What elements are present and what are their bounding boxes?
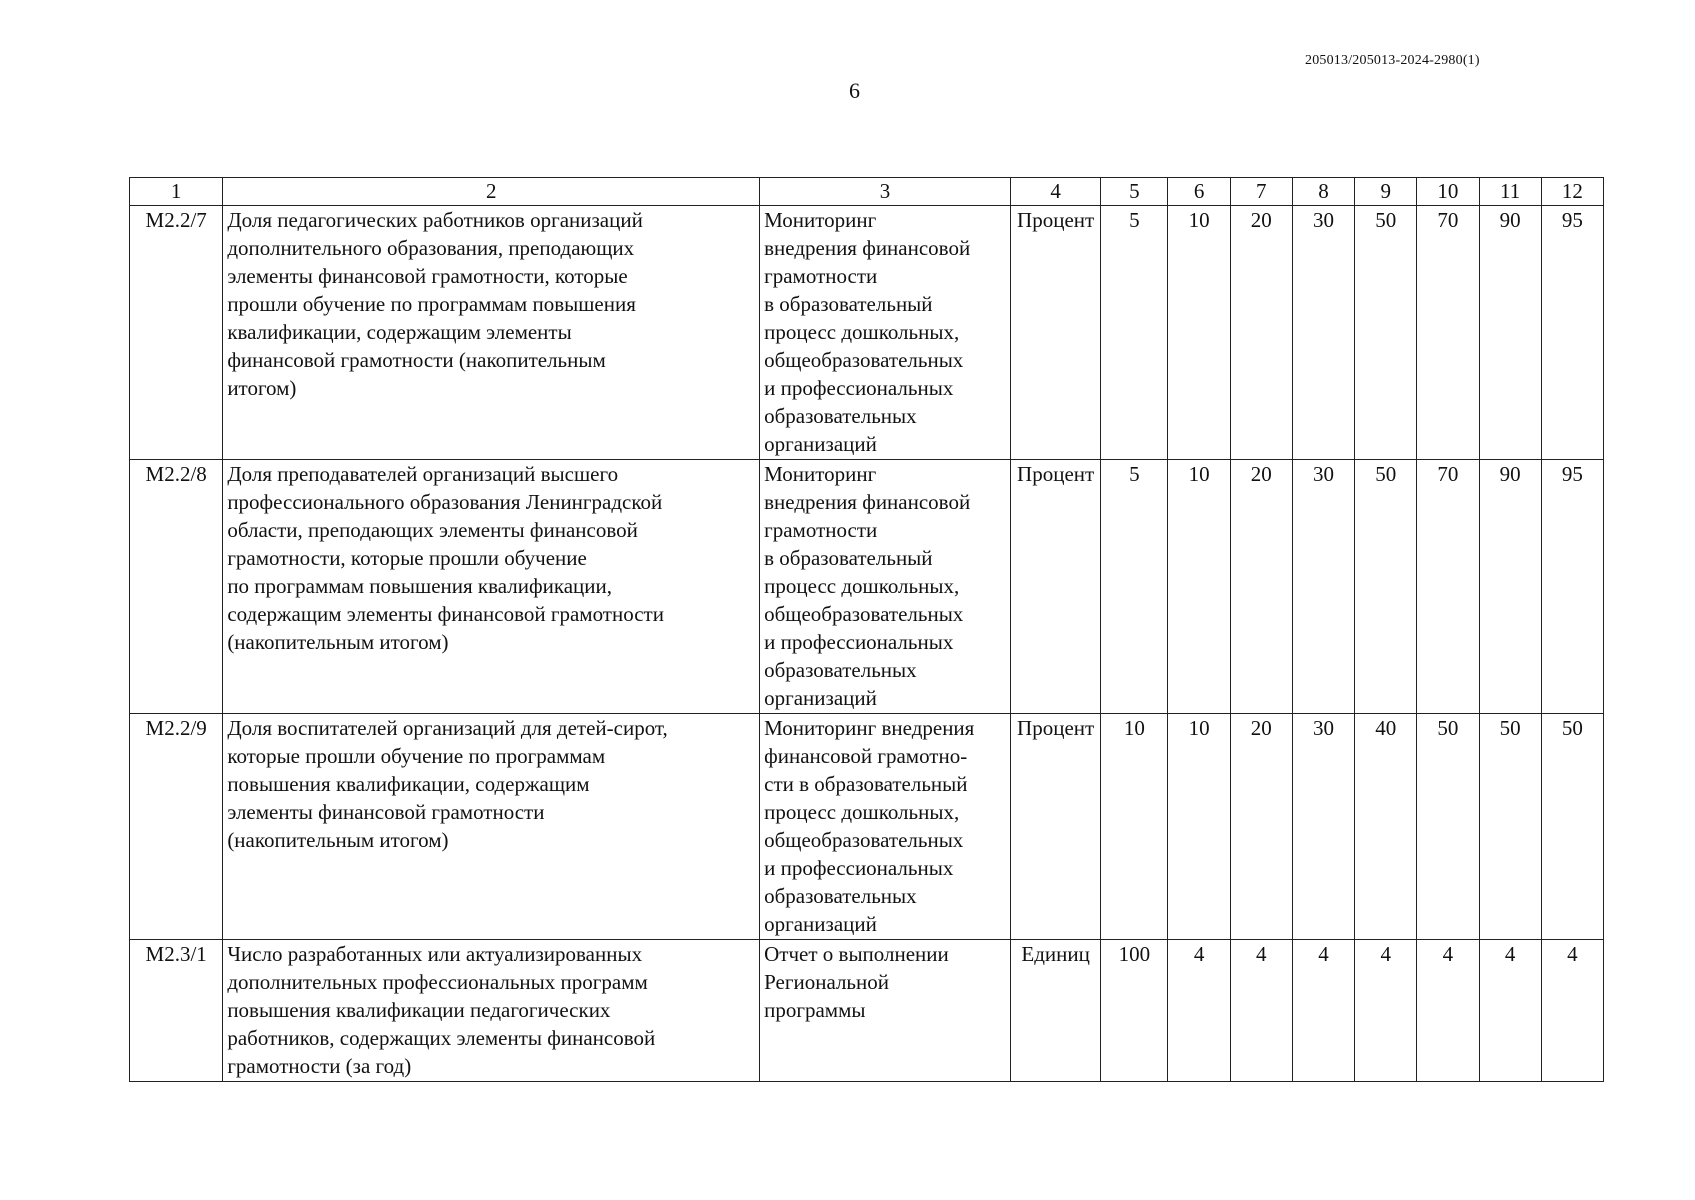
table-header-row — [130, 178, 1604, 206]
value-cell: 4 — [1355, 940, 1417, 1082]
value-cell: 70 — [1417, 206, 1479, 460]
value-cell: 90 — [1479, 206, 1541, 460]
source-text: Мониторинг внедрения финансовой грамотно- сти в образовательный процесс дошкольных, общеобразовательных и профессиональных образовательных организаций — [764, 716, 975, 936]
document-id: 205013/205013-2024-2980(1) — [1305, 53, 1480, 68]
indicator-description — [223, 460, 760, 714]
indicator-text: Доля преподавателей организаций высшего профессионального образования Ленинградской области, преподающих элементы финансовой грамотности, которые прошли обучение по программам повышения квалификации, содержащим элементы финансовой грамотности (накопительным итогом) — [227, 462, 664, 654]
table-row — [130, 460, 1604, 714]
data-source — [760, 714, 1011, 940]
value-cell: 30 — [1292, 714, 1354, 940]
column-header: 11 — [1479, 178, 1541, 206]
value-cell: 95 — [1541, 460, 1603, 714]
column-header: 8 — [1292, 178, 1354, 206]
column-header: 4 — [1010, 178, 1100, 206]
unit-of-measure: Единиц — [1010, 940, 1100, 1082]
value-cell: 70 — [1417, 460, 1479, 714]
table-row — [130, 714, 1604, 940]
data-source — [760, 460, 1011, 714]
data-source — [760, 206, 1011, 460]
value-cell: 20 — [1230, 714, 1292, 940]
indicator-text: Число разработанных или актуализированных дополнительных профессиональных программ повышения квалификации педагогических работников, содержащих элементы финансовой грамотности (за год) — [227, 942, 656, 1078]
table-row — [130, 206, 1604, 460]
page-number: 6 — [849, 78, 860, 103]
value-cell: 50 — [1355, 206, 1417, 460]
value-cell: 4 — [1417, 940, 1479, 1082]
value-cell: 4 — [1541, 940, 1603, 1082]
value-cell: 20 — [1230, 206, 1292, 460]
value-cell: 30 — [1292, 460, 1354, 714]
value-cell: 10 — [1101, 714, 1168, 940]
indicator-code: М2.2/8 — [130, 460, 223, 714]
value-cell: 100 — [1101, 940, 1168, 1082]
table-row — [130, 940, 1604, 1082]
value-cell: 10 — [1168, 714, 1230, 940]
column-header: 5 — [1101, 178, 1168, 206]
column-header: 3 — [760, 178, 1011, 206]
value-cell: 50 — [1355, 460, 1417, 714]
source-text: Мониторинг внедрения финансовой грамотности в образовательный процесс дошкольных, общеобразовательных и профессиональных образовательных организаций — [764, 208, 971, 456]
column-header: 12 — [1541, 178, 1603, 206]
indicator-code: М2.2/7 — [130, 206, 223, 460]
data-source — [760, 940, 1011, 1082]
column-header: 2 — [223, 178, 760, 206]
indicator-text: Доля педагогических работников организаций дополнительного образования, преподающих элементы финансовой грамотности, которые прошли обучение по программам повышения квалификации, содержащим элементы финансовой грамотности (накопительным итогом) — [227, 208, 643, 400]
value-cell: 10 — [1168, 460, 1230, 714]
indicator-description — [223, 714, 760, 940]
unit-of-measure: Процент — [1010, 714, 1100, 940]
column-header: 9 — [1355, 178, 1417, 206]
value-cell: 5 — [1101, 460, 1168, 714]
value-cell: 50 — [1541, 714, 1603, 940]
value-cell: 50 — [1417, 714, 1479, 940]
column-header: 1 — [130, 178, 223, 206]
source-text: Отчет о выполнении Региональной программы — [764, 942, 949, 1022]
indicator-code: М2.2/9 — [130, 714, 223, 940]
value-cell: 95 — [1541, 206, 1603, 460]
unit-of-measure: Процент — [1010, 206, 1100, 460]
value-cell: 4 — [1168, 940, 1230, 1082]
indicators-table — [129, 177, 1604, 1082]
indicator-description — [223, 940, 760, 1082]
indicator-code: М2.3/1 — [130, 940, 223, 1082]
source-text: Мониторинг внедрения финансовой грамотности в образовательный процесс дошкольных, общеобразовательных и профессиональных образовательных организаций — [764, 462, 971, 710]
value-cell: 40 — [1355, 714, 1417, 940]
indicator-text: Доля воспитателей организаций для детей-сирот, которые прошли обучение по программам повышения квалификации, содержащим элементы финансовой грамотности (накопительным итогом) — [227, 716, 668, 852]
value-cell: 20 — [1230, 460, 1292, 714]
value-cell: 5 — [1101, 206, 1168, 460]
value-cell: 50 — [1479, 714, 1541, 940]
indicator-description — [223, 206, 760, 460]
column-header: 6 — [1168, 178, 1230, 206]
unit-of-measure: Процент — [1010, 460, 1100, 714]
value-cell: 4 — [1292, 940, 1354, 1082]
column-header: 7 — [1230, 178, 1292, 206]
value-cell: 4 — [1479, 940, 1541, 1082]
value-cell: 30 — [1292, 206, 1354, 460]
value-cell: 10 — [1168, 206, 1230, 460]
column-header: 10 — [1417, 178, 1479, 206]
value-cell: 90 — [1479, 460, 1541, 714]
value-cell: 4 — [1230, 940, 1292, 1082]
